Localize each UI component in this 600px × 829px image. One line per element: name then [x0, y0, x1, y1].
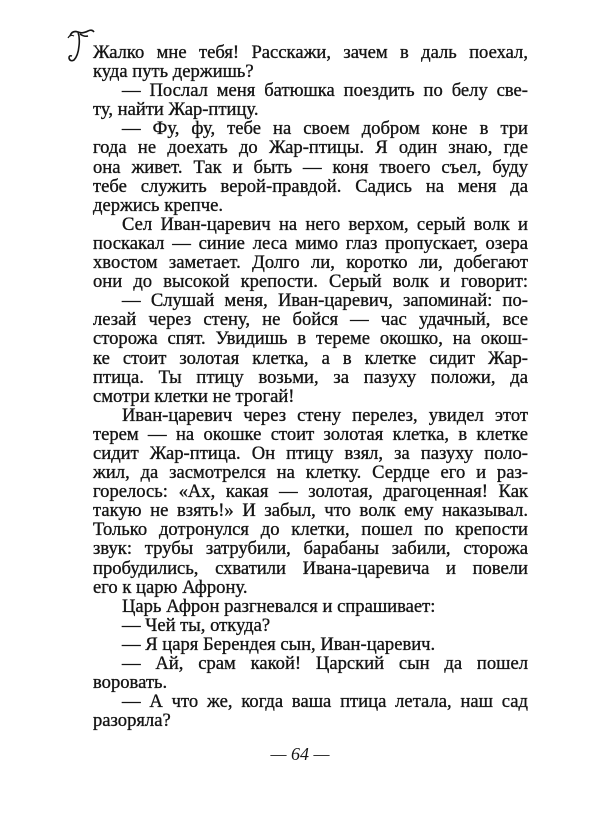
text-line: — Я царя Берендея сын, Иван-царевич.: [122, 633, 436, 655]
text-line: смотри клетки не трогай!: [93, 385, 295, 407]
text-line: — Послал меня батюшка поездить по белу све-: [122, 80, 528, 102]
text-line: Жалко мне тебя! Расскажи, зачем в даль поехал,: [93, 42, 528, 63]
text-line: Только дотронулся до клетки, пошел по крепости: [93, 519, 528, 541]
text-line: она живет. Так и быть — коня твоего съел, буду: [93, 156, 528, 178]
text-line: терем — на окошке стоит золотая клетка, в клетке: [93, 423, 528, 445]
text-line: сидит Жар-птица. Он птицу взял, за пазуху поло-: [93, 442, 528, 464]
text-line: ке стоит золотая клетка, а в клетке сидит Жар-: [93, 347, 528, 369]
text-line: Сел Иван-царевич на него верхом, серый волк и: [122, 213, 528, 235]
page-number: — 64 —: [270, 744, 330, 764]
decorative-initial-ornament-icon: [66, 28, 96, 66]
text-line: — Слушай меня, Иван-царевич, запоминай: по-: [122, 290, 528, 312]
text-line: хвостом заметает. Долго ли, коротко ли, добегают: [93, 252, 528, 274]
text-line: — Ай, срам какой! Царский сын да пошел: [122, 653, 528, 674]
text-line: сторожа спят. Увидишь в тереме окошко, на окош-: [93, 328, 528, 350]
text-line: воровать.: [93, 672, 168, 694]
text-line: — А что же, когда ваша птица летала, наш сад: [122, 691, 528, 713]
text-line: ту, найти Жар-птицу.: [93, 99, 259, 121]
text-line: лезай через стену, не бойся — час удачный, все: [93, 309, 528, 331]
text-line: пробудились, схватили Ивана-царевича и повели: [93, 557, 528, 579]
text-line: птица. Ты птицу возьми, за пазуху положи, да: [93, 366, 528, 388]
text-line: жил, да засмотрелся на клетку. Сердце его и раз-: [93, 462, 528, 484]
text-line: Царь Афрон разгневался и спрашивает:: [122, 595, 436, 617]
text-line: разоряла?: [93, 710, 171, 732]
text-line: поскакал — синие леса мимо глаз пропускает, озера: [93, 232, 528, 254]
text-line: года не доехать до Жар-птицы. Я один знаю, где: [93, 137, 528, 159]
text-line: — Фу, фу, тебе на своем добром коне в три: [122, 118, 528, 140]
text-line: тебе служить верой-правдой. Садись на меня да: [93, 175, 528, 197]
text-line: они до высокой крепости. Серый волк и говорит:: [93, 271, 528, 293]
text-line: Иван-царевич через стену перелез, увидел этот: [122, 404, 528, 426]
text-line: такую не взять!» И забыл, что волк ему наказывал.: [93, 500, 528, 522]
book-page-text: [93, 43, 528, 730]
text-line: держись крепче.: [93, 194, 223, 216]
text-line: его к царю Афрону.: [93, 576, 248, 598]
text-line: куда путь держишь?: [93, 61, 254, 83]
text-line: — Чей ты, откуда?: [122, 614, 271, 636]
text-line: горелось: «Ах, какая — золотая, драгоценная! Как: [93, 481, 528, 503]
text-line: звук: трубы затрубили, барабаны забили, сторожа: [93, 538, 528, 560]
